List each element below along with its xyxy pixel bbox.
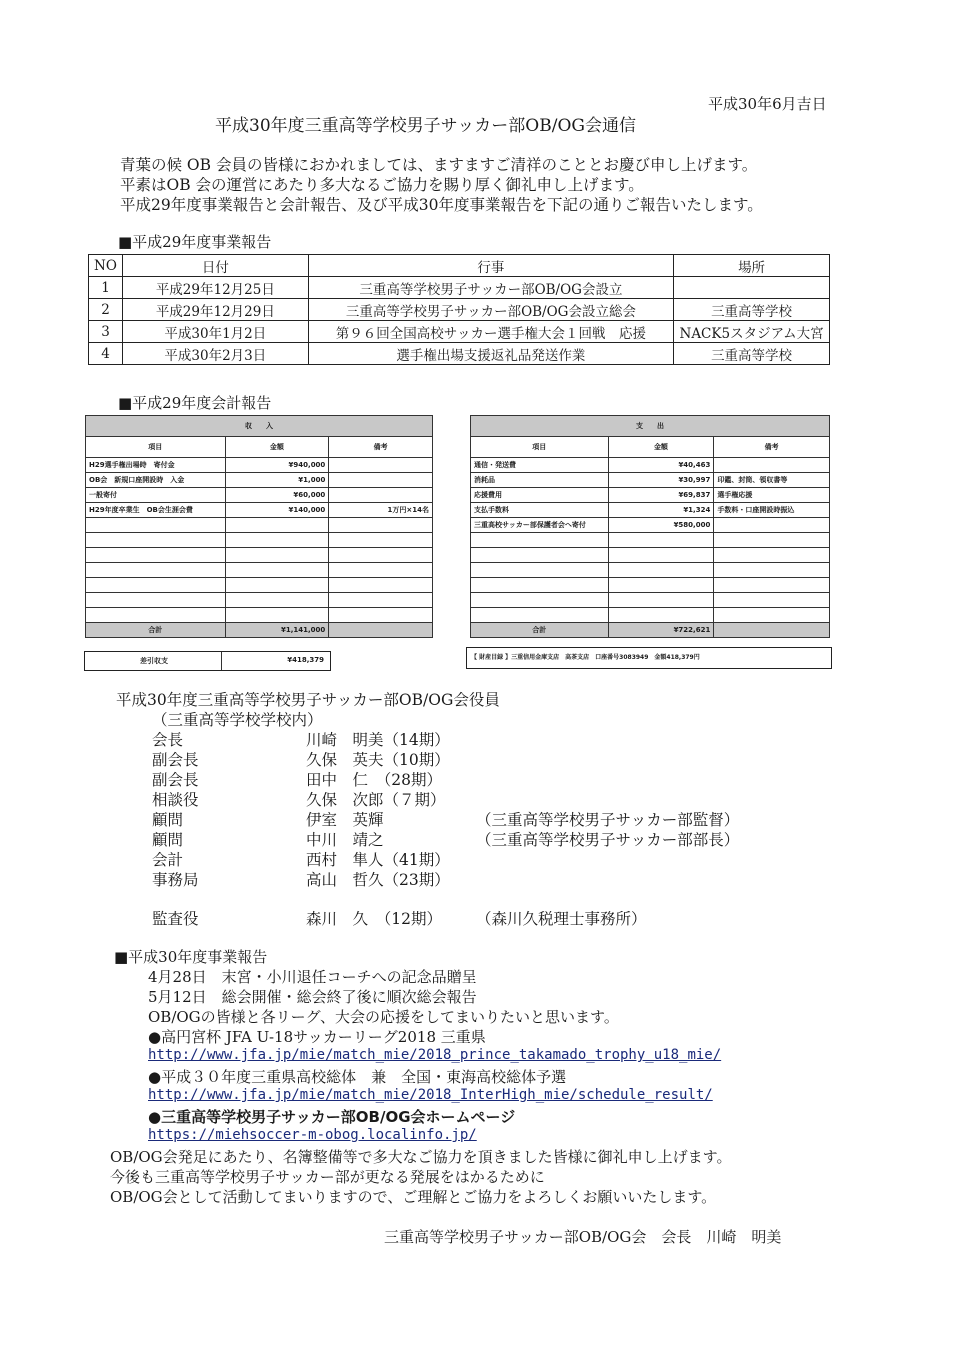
officer-role: 事務局	[152, 871, 199, 889]
income-total: ¥1,141,000	[225, 623, 329, 638]
income-note	[329, 473, 433, 488]
balance-box	[84, 651, 331, 671]
expense-col-amount: 金額	[608, 437, 714, 458]
cell-no: 2	[89, 299, 123, 321]
expense-title: 支 出	[471, 416, 830, 437]
col-header-no: NO	[89, 255, 123, 277]
officer-name: 西村 隼人（41期）	[306, 851, 450, 869]
income-amount: ¥1,000	[225, 473, 329, 488]
closing-line-1: OB/OG会発足にあたり、名簿整備等で多大なご協力を頂きました皆様に御礼申し上げます。	[110, 1148, 732, 1166]
income-item: 一般寄付	[86, 488, 226, 503]
expense-amount: ¥69,837	[608, 488, 714, 503]
table-row	[89, 277, 830, 299]
expense-amount: ¥30,997	[608, 473, 714, 488]
link-homepage[interactable]: https://miehsoccer-m-obog.localinfo.jp/	[148, 1127, 477, 1143]
auditor-name: 森川 久 （12期）	[306, 910, 442, 928]
accounting-heading: ■平成29年度会計報告	[118, 394, 272, 412]
income-title: 収 入	[86, 416, 433, 437]
officer-role: 顧問	[152, 811, 184, 829]
expense-item: 通信・発送費	[471, 458, 609, 473]
income-item: OB会 新規口座開設時 入金	[86, 473, 226, 488]
document-date: 平成30年6月吉日	[708, 95, 827, 113]
income-total-row	[86, 623, 433, 638]
table-row	[89, 299, 830, 321]
expense-item: 三重高校サッカー部保護者会へ寄付	[471, 518, 609, 533]
table-row-empty	[86, 518, 433, 533]
officer-note: （三重高等学校男子サッカー部監督）	[476, 811, 740, 829]
cell-date: 平成29年12月25日	[122, 277, 308, 299]
income-col-note: 備考	[329, 437, 433, 458]
table-row	[86, 473, 433, 488]
bank-note-box	[466, 647, 832, 669]
expense-total-row	[471, 623, 830, 638]
table-row	[471, 503, 830, 518]
table-row-empty	[86, 608, 433, 623]
officers-subheading: （三重高等学校学校内）	[152, 711, 323, 729]
officer-name: 久保 次郎（７期）	[306, 791, 446, 809]
table-row-empty	[86, 548, 433, 563]
table-row-empty	[86, 593, 433, 608]
cell-no: 3	[89, 321, 123, 343]
report30-line: 4月28日 末宮・小川退任コーチへの記念品贈呈	[148, 968, 477, 986]
table-row-empty	[471, 563, 830, 578]
income-col-item: 項目	[86, 437, 226, 458]
balance-label: 差引収支	[140, 657, 168, 665]
table-row	[471, 458, 830, 473]
officer-role: 会計	[152, 851, 184, 869]
income-col-amount: 金額	[225, 437, 329, 458]
income-amount: ¥940,000	[225, 458, 329, 473]
col-header-event: 行事	[308, 255, 673, 277]
report30-item-3: ●三重高等学校男子サッカー部OB/OG会ホームページ	[148, 1108, 516, 1126]
table-row-empty	[86, 578, 433, 593]
report30-heading: ■平成30年度事業報告	[114, 948, 268, 966]
income-item: H29選手権出場時 寄付金	[86, 458, 226, 473]
report30-item-1: ●高円宮杯 JFA U-18サッカーリーグ2018 三重県	[148, 1028, 486, 1046]
expense-note	[714, 518, 830, 533]
table-row	[471, 518, 830, 533]
link-prince-league[interactable]: http://www.jfa.jp/mie/match_mie/2018_prince_takamado_trophy_u18_mie/	[148, 1047, 722, 1063]
intro-line-2: 平素はOB 会の運営にあたり多大なるご協力を賜り厚く御礼申し上げます。	[120, 176, 644, 194]
expense-total-label: 合計	[471, 623, 609, 638]
cell-place: 三重高等学校	[674, 343, 830, 365]
cell-date: 平成30年2月3日	[122, 343, 308, 365]
report30-line: 5月12日 総会開催・総会終了後に順次総会報告	[148, 988, 477, 1006]
cell-place	[674, 277, 830, 299]
expense-amount: ¥1,324	[608, 503, 714, 518]
cell-event: 選手権出場支援返礼品発送作業	[308, 343, 673, 365]
expense-amount: ¥580,000	[608, 518, 714, 533]
table-header-row	[89, 255, 830, 277]
expense-table	[470, 415, 830, 638]
link-interhigh[interactable]: http://www.jfa.jp/mie/match_mie/2018_InterHigh_mie/schedule_result/	[148, 1087, 713, 1103]
officer-name: 田中 仁 （28期）	[306, 771, 442, 789]
table-row	[89, 343, 830, 365]
officer-name: 久保 英夫（10期）	[306, 751, 450, 769]
cell-place: 三重高等学校	[674, 299, 830, 321]
table-row-empty	[86, 533, 433, 548]
report30-item-2: ●平成３０年度三重県高校総体 兼 全国・東海高校総体予選	[148, 1068, 567, 1086]
expense-note	[714, 458, 830, 473]
officer-note: （三重高等学校男子サッカー部部長）	[476, 831, 740, 849]
closing-line-3: OB/OG会として活動してまいりますので、ご理解とご協力をよろしくお願いいたします。	[110, 1188, 717, 1206]
expense-note: 選手権応援	[714, 488, 830, 503]
table-row	[86, 458, 433, 473]
income-note	[329, 488, 433, 503]
col-header-place: 場所	[674, 255, 830, 277]
expense-col-note: 備考	[714, 437, 830, 458]
expense-note: 印鑑、封筒、領収書等	[714, 473, 830, 488]
auditor-role: 監査役	[152, 910, 199, 928]
expense-item: 応援費用	[471, 488, 609, 503]
cell-no: 4	[89, 343, 123, 365]
cell-event: 第９６回全国高校サッカー選手権大会１回戦 応援	[308, 321, 673, 343]
expense-note: 手数料・口座開設時振込	[714, 503, 830, 518]
table-row-empty	[471, 578, 830, 593]
table-row	[86, 488, 433, 503]
officer-role: 副会長	[152, 771, 199, 789]
cell-event: 三重高等学校男子サッカー部OB/OG会設立総会	[308, 299, 673, 321]
officer-name: 中川 靖之	[306, 831, 384, 849]
table-row-empty	[471, 533, 830, 548]
income-amount: ¥60,000	[225, 488, 329, 503]
income-table	[85, 415, 433, 638]
table-row-empty	[471, 593, 830, 608]
expense-item: 支払手数料	[471, 503, 609, 518]
cell-date: 平成29年12月29日	[122, 299, 308, 321]
officer-role: 会長	[152, 731, 184, 749]
table-row	[471, 488, 830, 503]
income-note: 1万円×14名	[329, 503, 433, 518]
activity-report-heading: ■平成29年度事業報告	[118, 233, 272, 251]
cell-date: 平成30年1月2日	[122, 321, 308, 343]
officer-role: 顧問	[152, 831, 184, 849]
cell-place: NACK5スタジアム大宮	[674, 321, 830, 343]
document-title: 平成30年度三重高等学校男子サッカー部OB/OG会通信	[215, 116, 636, 136]
officer-name: 高山 哲久（23期）	[306, 871, 450, 889]
col-header-date: 日付	[122, 255, 308, 277]
expense-amount: ¥40,463	[608, 458, 714, 473]
bank-note: 【 財産目録 】三重信用金庫支店 高茶支店 口座番号3083949 金額418,379円	[471, 654, 700, 661]
expense-item: 消耗品	[471, 473, 609, 488]
intro-line-1: 青葉の候 OB 会員の皆様におかれましては、ますますご清祥のこととお慶び申し上げます。	[120, 156, 758, 174]
officer-name: 川崎 明美（14期）	[306, 731, 450, 749]
cell-event: 三重高等学校男子サッカー部OB/OG会設立	[308, 277, 673, 299]
income-amount: ¥140,000	[225, 503, 329, 518]
closing-line-2: 今後も三重高等学校男子サッカー部が更なる発展をはかるために	[110, 1168, 545, 1186]
officers-heading: 平成30年度三重高等学校男子サッカー部OB/OG会役員	[116, 691, 500, 709]
auditor-note: （森川久税理士事務所）	[476, 910, 647, 928]
income-note	[329, 458, 433, 473]
income-total-label: 合計	[86, 623, 226, 638]
table-row-empty	[471, 608, 830, 623]
balance-value: ¥418,379	[287, 656, 324, 664]
signature: 三重高等学校男子サッカー部OB/OG会 会長 川崎 明美	[384, 1228, 782, 1246]
table-row-empty	[471, 548, 830, 563]
activity-report-table	[88, 254, 830, 365]
report30-line: OB/OGの皆様と各リーグ、大会の応援をしてまいりたいと思います。	[148, 1008, 619, 1026]
officer-role: 相談役	[152, 791, 199, 809]
table-row-empty	[86, 563, 433, 578]
officer-name: 伊室 英輝	[306, 811, 384, 829]
expense-total: ¥722,621	[608, 623, 714, 638]
expense-col-item: 項目	[471, 437, 609, 458]
table-row	[86, 503, 433, 518]
cell-no: 1	[89, 277, 123, 299]
table-row	[471, 473, 830, 488]
table-row	[89, 321, 830, 343]
income-item: H29年度卒業生 OB会生涯会費	[86, 503, 226, 518]
intro-line-3: 平成29年度事業報告と会計報告、及び平成30年度事業報告を下記の通りご報告いたします。	[120, 196, 763, 214]
officer-role: 副会長	[152, 751, 199, 769]
